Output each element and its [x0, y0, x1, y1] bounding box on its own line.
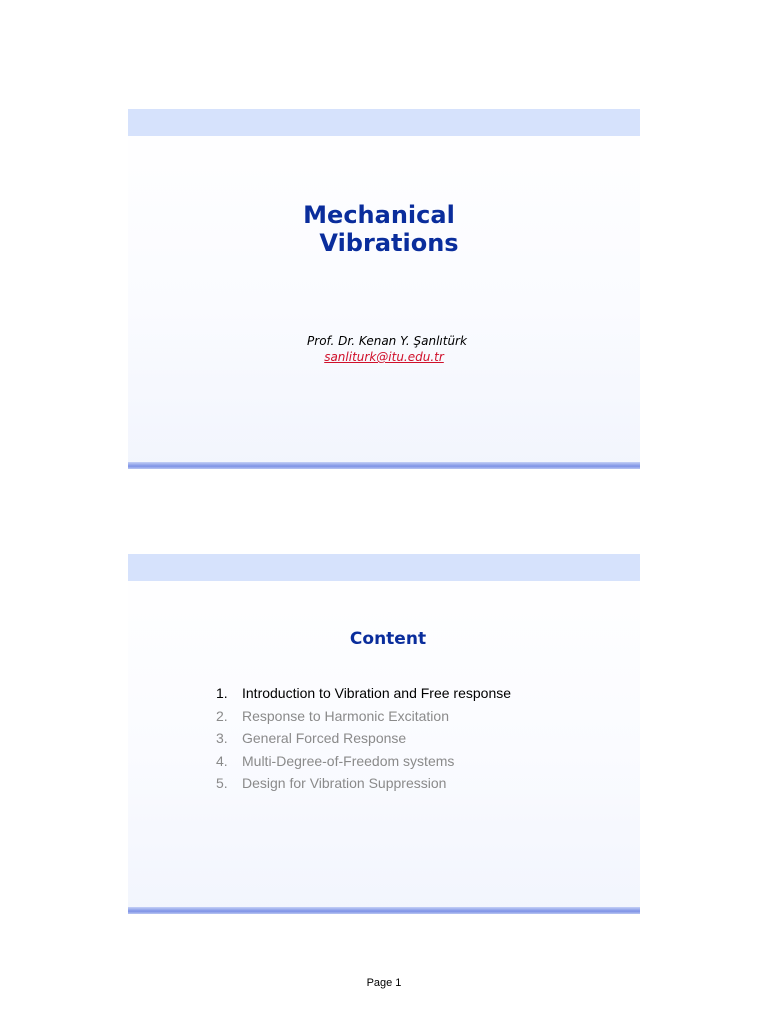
item-label: Response to Harmonic Excitation [242, 707, 449, 724]
content-list-item [216, 683, 511, 706]
slide-header-band [128, 554, 640, 581]
slide-header-band [128, 109, 640, 136]
item-number: 2. [216, 707, 228, 724]
content-list-item [216, 773, 511, 796]
item-number: 1. [216, 685, 228, 701]
content-heading: Content [349, 629, 427, 649]
content-list-item [216, 728, 511, 751]
content-list [216, 683, 511, 796]
item-label: Multi-Degree-of-Freedom systems [242, 752, 455, 769]
title-line-1: Mechanical [303, 201, 455, 229]
title-line-2: Vibrations [319, 229, 459, 257]
item-number: 5. [216, 775, 228, 791]
page-number: Page 1 [366, 977, 402, 989]
slide-footer-bar [128, 462, 640, 469]
content-list-item [216, 751, 511, 774]
item-label: General Forced Response [242, 730, 407, 746]
slide-footer-bar [128, 907, 640, 914]
author-email-link[interactable]: sanliturk@itu.edu.tr [324, 350, 444, 364]
author-name: Prof. Dr. Kenan Y. Şanlıtürk [307, 334, 467, 348]
item-label: Design for Vibration Suppression [242, 775, 447, 791]
slide-title [128, 109, 640, 469]
item-label: Introduction to Vibration and Free response [242, 685, 512, 701]
content-list-item [216, 706, 511, 729]
item-number: 3. [216, 730, 228, 746]
item-number: 4. [216, 752, 228, 769]
slide-title-heading [128, 201, 640, 257]
slide-content [128, 554, 640, 914]
